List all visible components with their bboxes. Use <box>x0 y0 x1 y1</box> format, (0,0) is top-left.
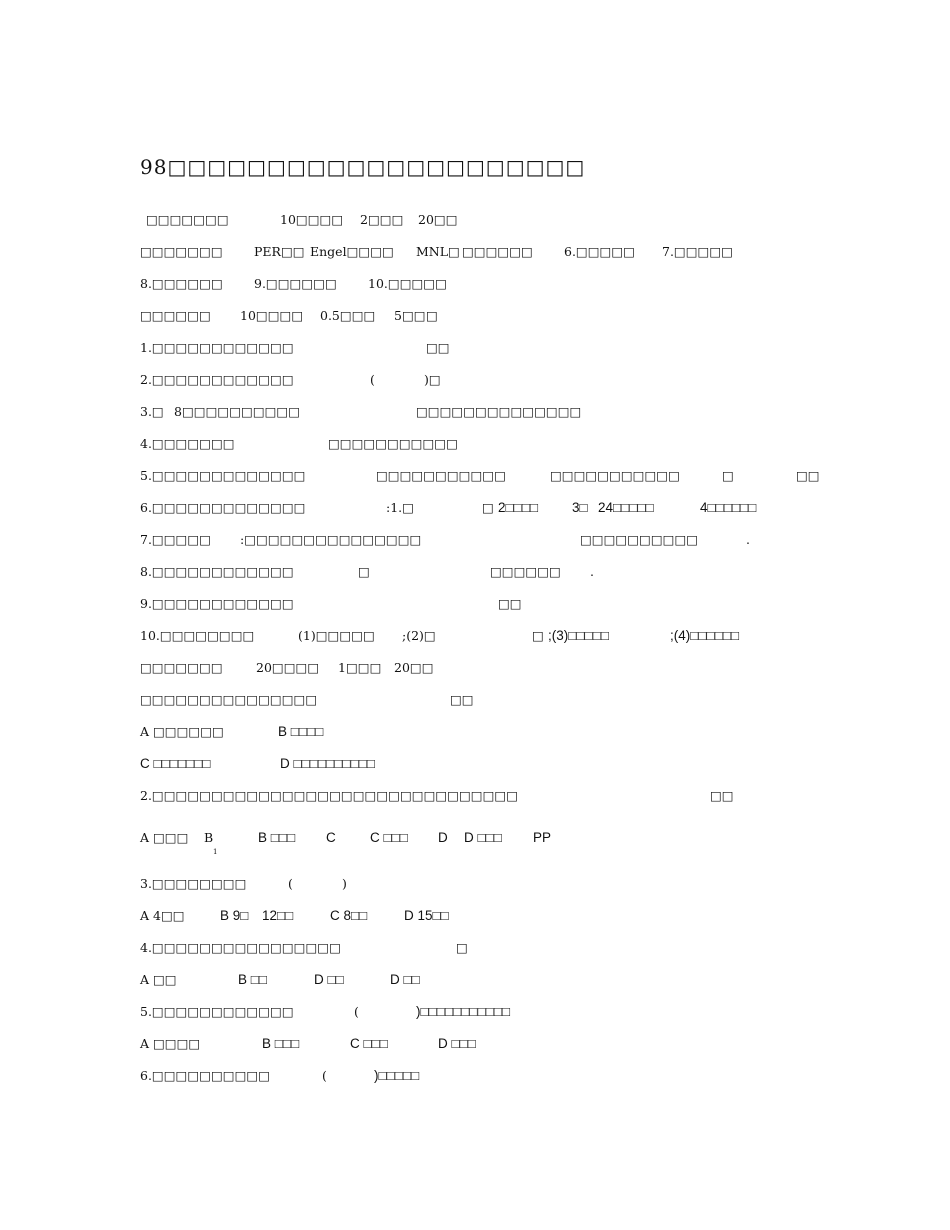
blank-open: ( <box>370 372 375 387</box>
term-9: 9.□□□□□□ <box>254 276 337 291</box>
option-b-end: 12□□ <box>262 908 294 923</box>
option-c: C 8□□ <box>330 908 368 923</box>
question-text: 4.□□□□□□□ <box>140 436 235 451</box>
question-text-end: □□□□□□□□□□□ <box>328 436 458 451</box>
question-text-end: □□ <box>498 596 522 611</box>
question-count: 20□□□□ <box>256 660 320 675</box>
option-d-symbol: D <box>438 830 448 845</box>
blank-open: ( <box>288 876 293 891</box>
item-3: ;(3)□□□□□ <box>548 628 610 643</box>
points-each: 2□□□ <box>360 212 404 227</box>
points-total: 20□□ <box>418 212 458 227</box>
question-text-end: □□□□□□□□□□□□□□ <box>416 404 582 419</box>
option-d: D □□□ <box>438 1036 476 1051</box>
item-3: 3□ <box>572 500 588 515</box>
option-b: B 9□ <box>220 908 249 923</box>
term-3: Engel□□□□ <box>310 244 394 259</box>
question-text: 10.□□□□□□□□ <box>140 628 255 643</box>
question-part-2: □ <box>358 564 370 579</box>
question-text: 2.□□□□□□□□□□□□□□□□□□□□□□□□□□□□□□□ <box>140 788 519 803</box>
blank-open: ( <box>354 1004 359 1019</box>
section-label: □□□□□□□ <box>140 660 223 675</box>
option-a: A □□ <box>140 972 177 987</box>
document-title: 98□□□□□□□□□□□□□□□□□□□□□ <box>140 155 586 179</box>
question-text-end: )□□□□□□□□□□□ <box>416 1004 511 1019</box>
option-b: B □□□□ <box>278 724 324 739</box>
item-2: 2□□□□ <box>498 500 539 515</box>
question-text: 4.□□□□□□□□□□□□□□□□ <box>140 940 341 955</box>
question-text: 2.□□□□□□□□□□□□ <box>140 372 294 387</box>
term-6: 6.□□□□□ <box>564 244 635 259</box>
question-text-end: □□ <box>426 340 450 355</box>
option-d-symbol-end: PP <box>533 830 552 845</box>
term-2: PER□□ <box>254 244 305 259</box>
option-c: C □□□ <box>350 1036 388 1051</box>
item-4: 4□□□□□□ <box>700 500 757 515</box>
points-each: 0.5□□□ <box>320 308 376 323</box>
question-text: 8.□□□□□□□□□□□□ <box>140 564 294 579</box>
option-a: A □□□ <box>140 830 189 845</box>
option-b-symbol: B <box>204 830 214 845</box>
option-d: D □□□□□□□□□□ <box>280 756 376 771</box>
question-text-end: □□ <box>450 692 474 707</box>
question-text: 6.□□□□□□□□□□ <box>140 1068 271 1083</box>
question-number: 3.□ <box>140 404 164 419</box>
blank-close: )□ <box>424 372 441 387</box>
question-text: 7.□□□□□ <box>140 532 211 547</box>
item-4: ;(4)□□□□□□ <box>670 628 740 643</box>
term-4: MNL□ <box>416 244 460 259</box>
points-each: 1□□□ <box>338 660 382 675</box>
question-text-end: )□□□□□ <box>374 1068 420 1083</box>
question-count: 10□□□□ <box>280 212 344 227</box>
term-1: □□□□□□□ <box>140 244 223 259</box>
question-text-end: . <box>590 564 594 579</box>
option-a: A □□□□□□ <box>140 724 224 739</box>
option-d: D □□□ <box>464 830 502 845</box>
item-1: (1)□□□□□ <box>298 628 375 643</box>
question-part-3: □□□□□□□□□□□ <box>550 468 680 483</box>
option-c: D □□ <box>314 972 344 987</box>
question-text: 9.□□□□□□□□□□□□ <box>140 596 294 611</box>
question-text: 3.□□□□□□□□ <box>140 876 247 891</box>
option-c-symbol: C <box>326 830 336 845</box>
item-1: :1.□ <box>386 500 414 515</box>
option-b: B □□ <box>238 972 268 987</box>
option-c: C □□□□□□□ <box>140 756 211 771</box>
option-b-subscript: 1 <box>213 848 218 856</box>
question-text: 5.□□□□□□□□□□□□ <box>140 1004 294 1019</box>
option-b: B □□□ <box>262 1036 300 1051</box>
option-a: A 4□□ <box>140 908 185 923</box>
option-a: A □□□□ <box>140 1036 201 1051</box>
item-1-end: □ <box>482 500 494 515</box>
option-d: D □□ <box>390 972 420 987</box>
blank-open: ( <box>322 1068 327 1083</box>
item-2: ;(2)□ <box>402 628 436 643</box>
question-part-2: □□□□□□□□□□□ <box>376 468 506 483</box>
question-text-end: □□ <box>796 468 820 483</box>
term-5: □□□□□□ <box>462 244 533 259</box>
item-2-end: □ <box>532 628 544 643</box>
option-d: D 15□□ <box>404 908 449 923</box>
blank-close: ) <box>342 876 347 891</box>
section-label: □□□□□□□ <box>146 212 229 227</box>
question-part-3: □□□□□□□□□□ <box>580 532 699 547</box>
option-b: B □□□ <box>258 830 296 845</box>
item-3-text: 24□□□□□ <box>598 500 654 515</box>
term-10: 10.□□□□□ <box>368 276 447 291</box>
term-7: 7.□□□□□ <box>662 244 733 259</box>
question-part-2: :□□□□□□□□□□□□□□□ <box>240 532 422 547</box>
points-total: 5□□ <box>394 308 426 323</box>
question-text: 6.□□□□□□□□□□□□□ <box>140 500 306 515</box>
question-text-end: . <box>746 532 750 547</box>
question-text-end: □ <box>456 940 468 955</box>
question-count: 10□□□□ <box>240 308 304 323</box>
section-label: □□□□□□ <box>140 308 211 323</box>
points-total: 20□□ <box>394 660 434 675</box>
option-c: C □□□ <box>370 830 408 845</box>
question-text: 8□□□□□□□□□□ <box>174 404 301 419</box>
question-part-3: □□□□□□ <box>490 564 561 579</box>
bracket: □ <box>426 308 438 323</box>
question-text: □□□□□□□□□□□□□□□ <box>140 692 318 707</box>
question-part-4: □ <box>722 468 734 483</box>
question-text-end: □□ <box>710 788 734 803</box>
question-text: 5.□□□□□□□□□□□□□ <box>140 468 306 483</box>
question-text: 1.□□□□□□□□□□□□ <box>140 340 294 355</box>
term-8: 8.□□□□□□ <box>140 276 223 291</box>
